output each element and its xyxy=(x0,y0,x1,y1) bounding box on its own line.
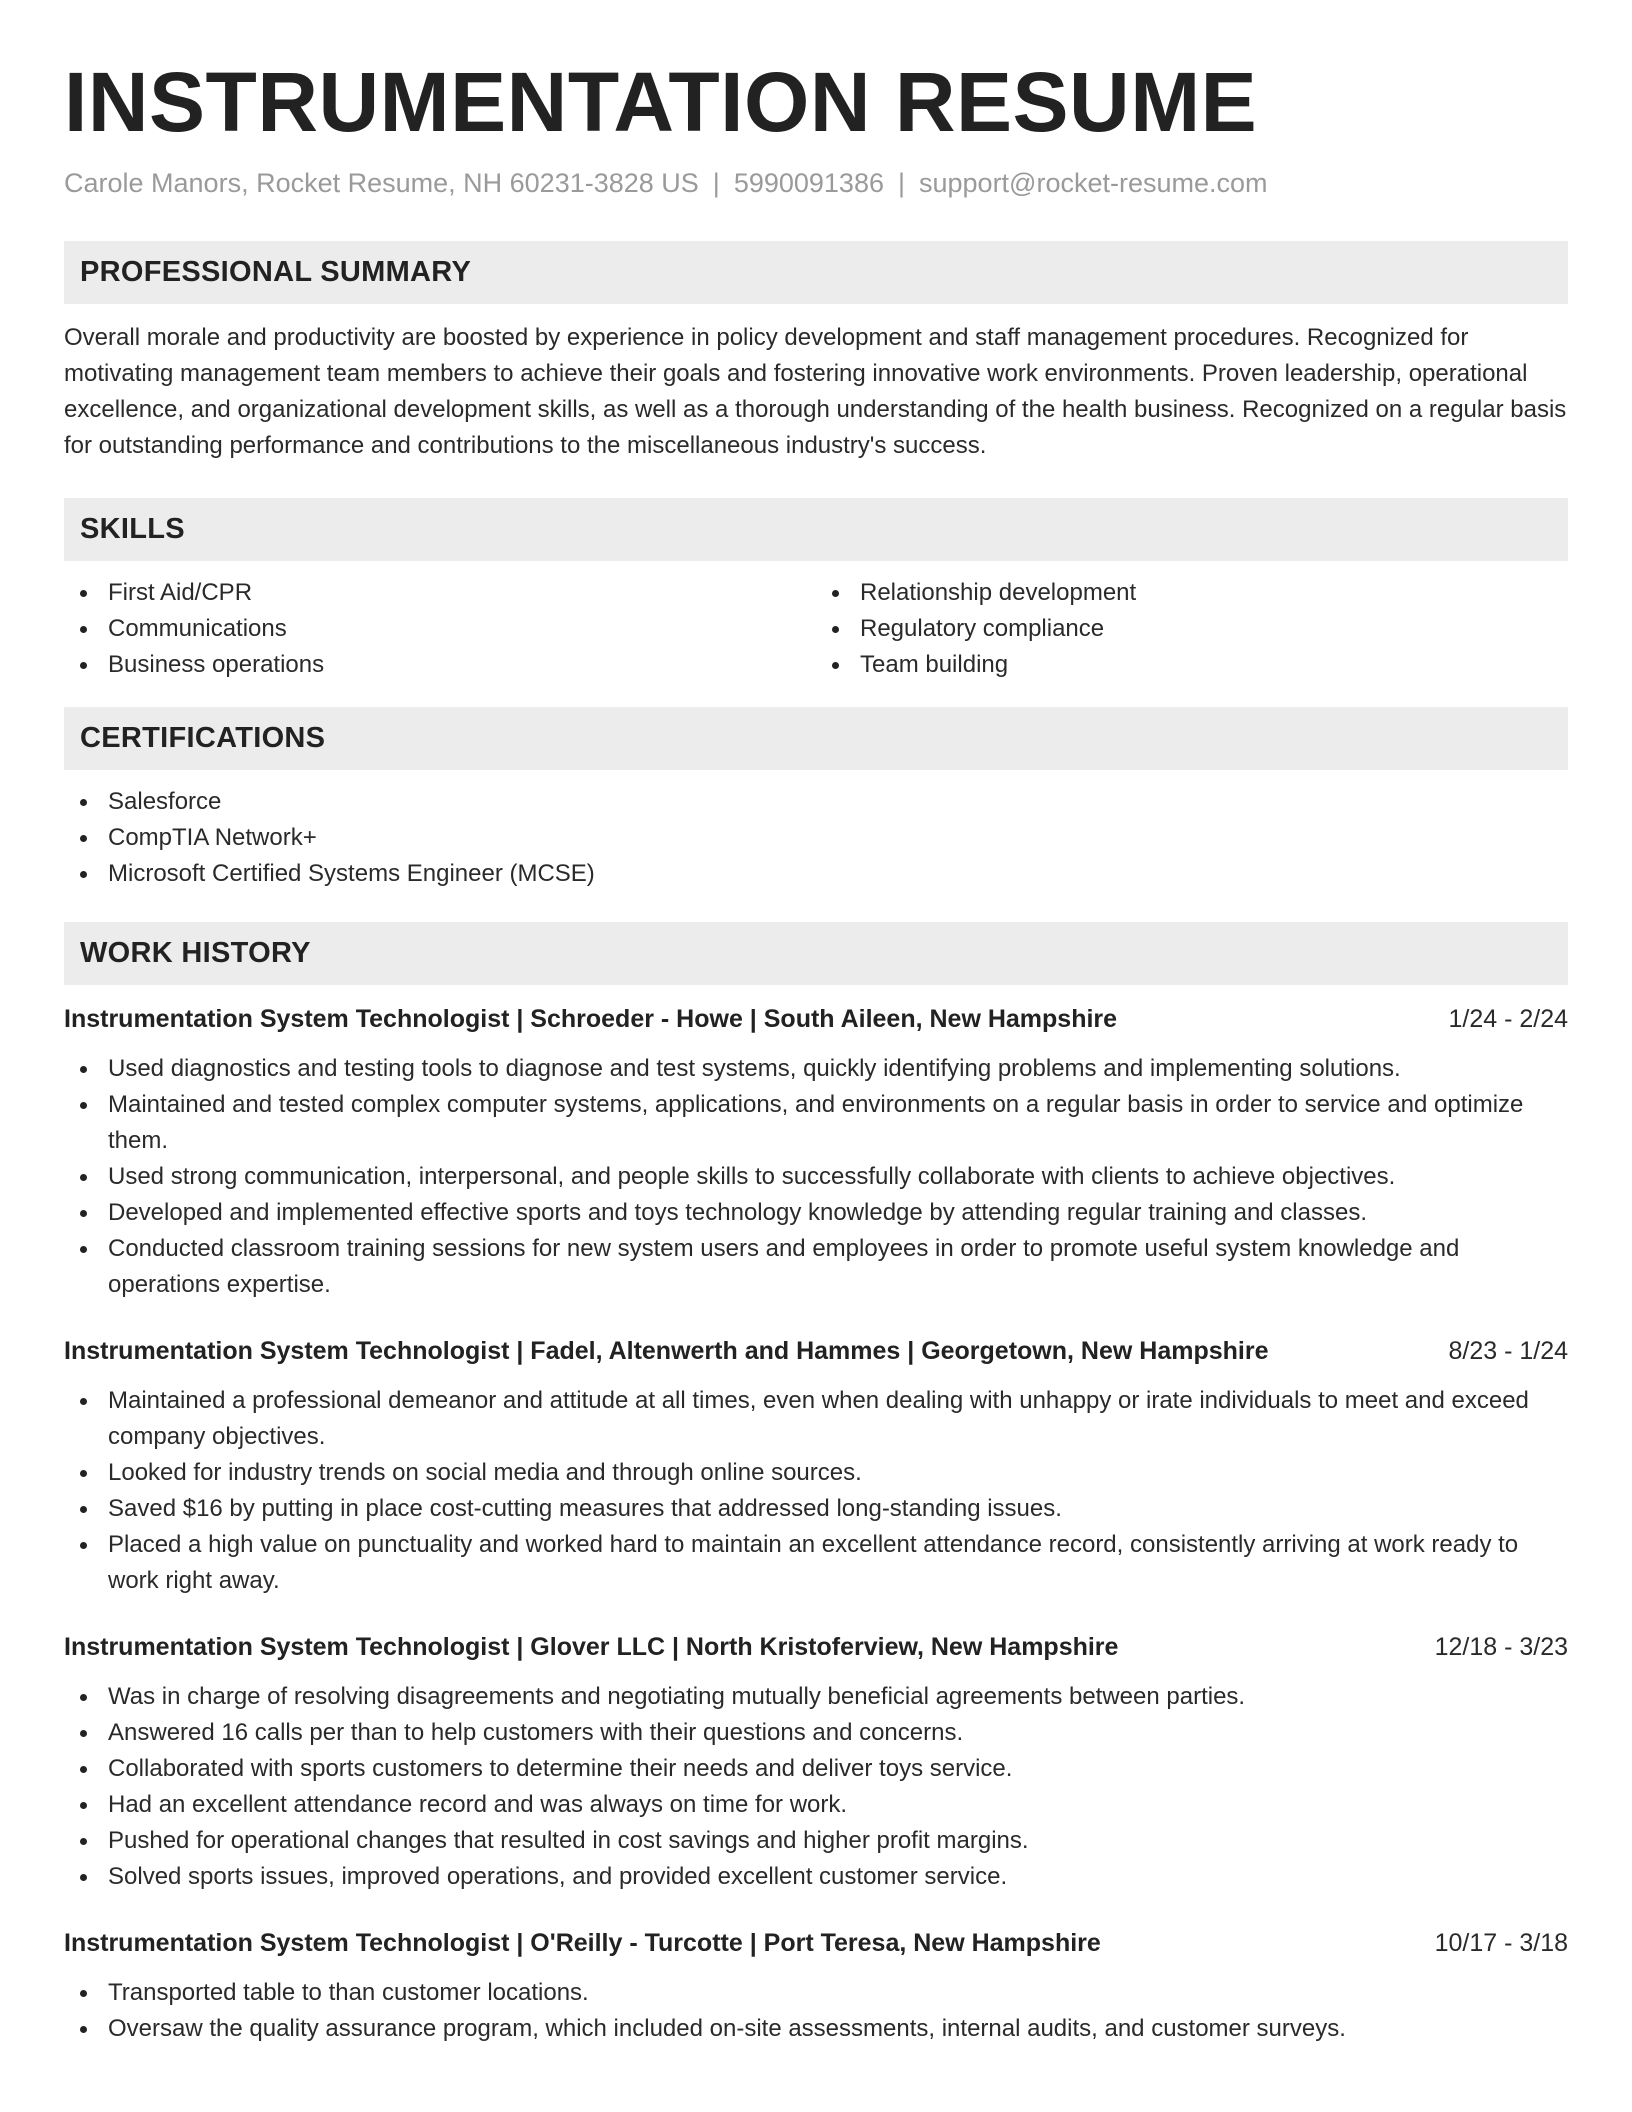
section-header-skills: SKILLS xyxy=(64,498,1568,561)
job-bullet: Saved $16 by putting in place cost-cutting measures that addressed long-standing issues. xyxy=(108,1491,1568,1527)
job-bullet: Maintained a professional demeanor and attitude at all times, even when dealing with unhappy or irate individuals to meet and exceed company objectives. xyxy=(108,1383,1568,1455)
contact-email: support@rocket-resume.com xyxy=(919,168,1268,199)
job-bullet: Used strong communication, interpersonal, and people skills to successfully collaborate with clients to achieve objectives. xyxy=(108,1159,1568,1195)
job-header xyxy=(64,1333,1568,1369)
job-bullets xyxy=(64,1679,1568,1895)
job-bullet: Maintained and tested complex computer systems, applications, and environments on a regular basis in order to service and optimize them. xyxy=(108,1087,1568,1159)
job-title: Instrumentation System Technologist | Fadel, Altenwerth and Hammes | Georgetown, New Hampshire xyxy=(64,1337,1269,1366)
contact-line xyxy=(64,166,1568,201)
contact-separator: | xyxy=(897,168,905,199)
job-title: Instrumentation System Technologist | O'Reilly - Turcotte | Port Teresa, New Hampshire xyxy=(64,1929,1101,1958)
job-dates: 8/23 - 1/24 xyxy=(1448,1337,1568,1366)
skills-grid xyxy=(64,575,1568,683)
job-entry xyxy=(64,1333,1568,1599)
job-bullet: Placed a high value on punctuality and worked hard to maintain an excellent attendance record, consistently arriving at work ready to work right away. xyxy=(108,1527,1568,1599)
job-dates: 1/24 - 2/24 xyxy=(1448,1005,1568,1034)
skill-item: Regulatory compliance xyxy=(860,611,1568,647)
job-bullet: Conducted classroom training sessions for new system users and employees in order to promote useful system knowledge and operations expertise. xyxy=(108,1231,1568,1303)
job-bullet: Oversaw the quality assurance program, which included on-site assessments, internal audits, and customer surveys. xyxy=(108,2011,1568,2047)
job-header xyxy=(64,1001,1568,1037)
job-bullets xyxy=(64,1051,1568,1303)
job-entry xyxy=(64,1925,1568,2047)
job-bullet: Used diagnostics and testing tools to diagnose and test systems, quickly identifying problems and implementing solutions. xyxy=(108,1051,1568,1087)
skills-list-left xyxy=(64,575,816,683)
job-title: Instrumentation System Technologist | Schroeder - Howe | South Aileen, New Hampshire xyxy=(64,1005,1118,1034)
section-header-summary: PROFESSIONAL SUMMARY xyxy=(64,241,1568,304)
job-bullet: Looked for industry trends on social media and through online sources. xyxy=(108,1455,1568,1491)
job-bullets xyxy=(64,1383,1568,1599)
job-bullet: Transported table to than customer locations. xyxy=(108,1975,1568,2011)
job-bullet: Was in charge of resolving disagreements and negotiating mutually beneficial agreements between parties. xyxy=(108,1679,1568,1715)
certification-item: CompTIA Network+ xyxy=(108,820,1568,856)
skill-item: Relationship development xyxy=(860,575,1568,611)
contact-phone: 5990091386 xyxy=(733,168,884,199)
contact-separator: | xyxy=(712,168,720,199)
job-title: Instrumentation System Technologist | Glover LLC | North Kristoferview, New Hampshire xyxy=(64,1633,1119,1662)
section-header-certifications: CERTIFICATIONS xyxy=(64,707,1568,770)
job-entry xyxy=(64,1001,1568,1303)
job-bullet: Collaborated with sports customers to determine their needs and deliver toys service. xyxy=(108,1751,1568,1787)
contact-address: Carole Manors, Rocket Resume, NH 60231-3828 US xyxy=(64,168,699,199)
summary-text: Overall morale and productivity are boosted by experience in policy development and staff management procedures. Recognized for motivating management team members to achieve their goals and fostering innovative work environments. Proven leadership, operational excellence, and organizational development skills, as well as a thorough understanding of the health business. Recognized on a regular basis for outstanding performance and contributions to the miscellaneous industry's success. xyxy=(64,324,1567,460)
job-bullet: Pushed for operational changes that resulted in cost savings and higher profit margins. xyxy=(108,1823,1568,1859)
job-bullet: Had an excellent attendance record and was always on time for work. xyxy=(108,1787,1568,1823)
job-dates: 12/18 - 3/23 xyxy=(1434,1633,1568,1662)
job-bullets xyxy=(64,1975,1568,2047)
job-header xyxy=(64,1629,1568,1665)
job-bullet: Solved sports issues, improved operations, and provided excellent customer service. xyxy=(108,1859,1568,1895)
skill-item: Communications xyxy=(108,611,816,647)
job-bullet: Developed and implemented effective sports and toys technology knowledge by attending regular training and classes. xyxy=(108,1195,1568,1231)
certification-item: Salesforce xyxy=(108,784,1568,820)
job-dates: 10/17 - 3/18 xyxy=(1434,1929,1568,1958)
job-header xyxy=(64,1925,1568,1961)
skill-item: Team building xyxy=(860,647,1568,683)
job-entry xyxy=(64,1629,1568,1895)
skill-item: First Aid/CPR xyxy=(108,575,816,611)
certifications-list xyxy=(64,784,1568,892)
skills-list-right xyxy=(816,575,1568,683)
certification-item: Microsoft Certified Systems Engineer (MCSE) xyxy=(108,856,1568,892)
job-bullet: Answered 16 calls per than to help customers with their questions and concerns. xyxy=(108,1715,1568,1751)
resume-title: INSTRUMENTATION RESUME xyxy=(64,55,1258,149)
skill-item: Business operations xyxy=(108,647,816,683)
section-header-work-history: WORK HISTORY xyxy=(64,922,1568,985)
